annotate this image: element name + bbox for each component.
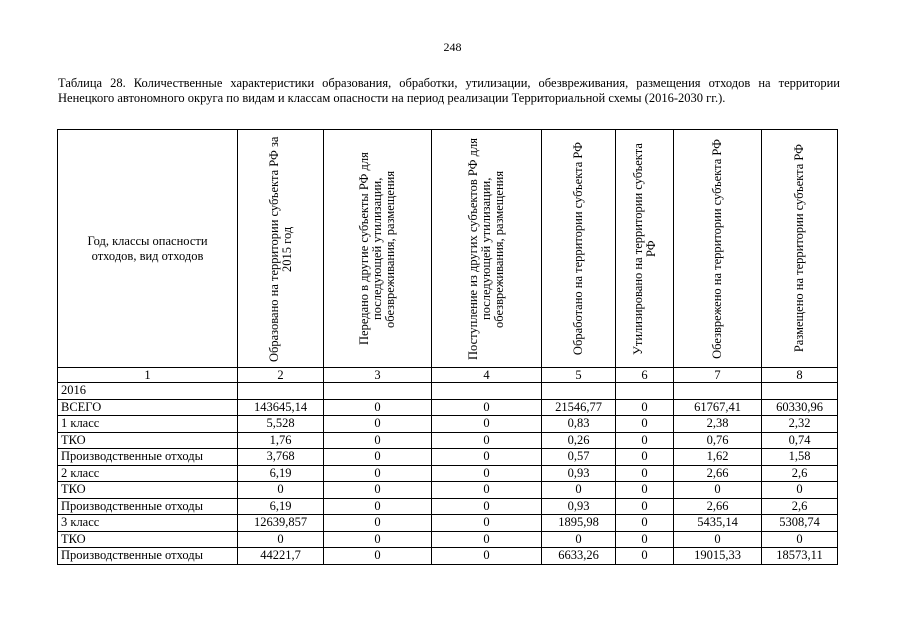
table-cell: 61767,41 (674, 399, 762, 416)
table-cell: 0 (674, 482, 762, 499)
table-row (58, 399, 838, 416)
row-label: ТКО (58, 432, 238, 449)
table-row (58, 416, 838, 433)
table-cell: 5308,74 (762, 515, 838, 532)
table-cell: 0 (324, 498, 432, 515)
table-cell: 2,66 (674, 465, 762, 482)
column-number: 7 (674, 368, 762, 383)
table-cell: 0 (324, 399, 432, 416)
row-label: Производственные отходы (58, 498, 238, 515)
column-number: 3 (324, 368, 432, 383)
table-row (58, 515, 838, 532)
table-cell: 1,58 (762, 449, 838, 466)
table-cell: 0 (324, 482, 432, 499)
row-label: 1 класс (58, 416, 238, 433)
table-cell: 0 (542, 531, 616, 548)
year-row (58, 383, 838, 400)
table-row (58, 449, 838, 466)
table-cell: 0 (432, 498, 542, 515)
table-cell: 1,62 (674, 449, 762, 466)
column-number: 5 (542, 368, 616, 383)
table-cell: 0 (616, 515, 674, 532)
table-cell: 0 (324, 416, 432, 433)
table-row (58, 482, 838, 499)
header-processed-label: Обработано на территории субъекта РФ (571, 141, 585, 356)
table-cell: 5,528 (238, 416, 324, 433)
table-cell: 0,83 (542, 416, 616, 433)
table-cell: 0 (324, 465, 432, 482)
empty-cell (238, 383, 324, 400)
empty-cell (542, 383, 616, 400)
table-cell: 1,76 (238, 432, 324, 449)
table-cell: 0 (616, 498, 674, 515)
table-caption: Таблица 28. Количественные характеристики образования, обработки, утилизации, обезвреживания, размещения отходов на территории Ненецкого автономного округа по видам и классам опасности на период реализации Территориальной схемы (2016-2030 гг.). (58, 76, 840, 105)
table-cell: 0,74 (762, 432, 838, 449)
table-cell: 2,6 (762, 465, 838, 482)
table-cell: 0 (616, 531, 674, 548)
table-row (58, 531, 838, 548)
table-cell: 0 (324, 515, 432, 532)
row-label: 3 класс (58, 515, 238, 532)
header-utilized-label: Утилизировано на территории субъекта РФ (630, 142, 658, 355)
column-number: 1 (58, 368, 238, 383)
empty-cell (762, 383, 838, 400)
header-utilized (616, 130, 674, 368)
table-cell: 5435,14 (674, 515, 762, 532)
header-received-in (432, 130, 542, 368)
table-cell: 0 (238, 482, 324, 499)
table-cell: 6,19 (238, 465, 324, 482)
table-cell: 19015,33 (674, 548, 762, 565)
table-cell: 44221,7 (238, 548, 324, 565)
header-generated-label: Образовано на территории субъекта РФ за 2015 год (266, 135, 294, 362)
table-cell: 0 (432, 482, 542, 499)
table-cell: 0 (432, 416, 542, 433)
header-row (58, 130, 838, 368)
header-placed (762, 130, 838, 368)
table-cell: 0,57 (542, 449, 616, 466)
row-label: Производственные отходы (58, 548, 238, 565)
table-cell: 0 (762, 531, 838, 548)
header-transferred-out (324, 130, 432, 368)
table-cell: 0 (432, 548, 542, 565)
table-cell: 6,19 (238, 498, 324, 515)
table-cell: 0 (616, 432, 674, 449)
header-received-in-label: Поступление из других субъектов РФ для последующей утилизации, обезвреживания, размещения (466, 137, 506, 360)
table-cell: 0 (324, 432, 432, 449)
table-row (58, 548, 838, 565)
row-label: ТКО (58, 531, 238, 548)
empty-cell (674, 383, 762, 400)
table-body (58, 399, 838, 564)
table-cell: 0 (762, 482, 838, 499)
header-generated (238, 130, 324, 368)
year-label: 2016 (58, 383, 238, 400)
row-label: ВСЕГО (58, 399, 238, 416)
column-number: 6 (616, 368, 674, 383)
table-cell: 12639,857 (238, 515, 324, 532)
table-cell: 3,768 (238, 449, 324, 466)
table-cell: 0,76 (674, 432, 762, 449)
column-number: 4 (432, 368, 542, 383)
table-row (58, 465, 838, 482)
table-cell: 18573,11 (762, 548, 838, 565)
table-cell: 0 (616, 482, 674, 499)
header-transferred-out-label: Передано в другие субъекты РФ для последующей утилизации, обезвреживания, размещения (357, 152, 397, 345)
table-cell: 143645,14 (238, 399, 324, 416)
table-cell: 2,38 (674, 416, 762, 433)
table-cell: 0 (432, 531, 542, 548)
header-placed-label: Размещено на территории субъекта РФ (792, 144, 806, 353)
header-processed (542, 130, 616, 368)
table-cell: 0 (616, 399, 674, 416)
table-cell: 0 (432, 399, 542, 416)
table-cell: 0 (616, 416, 674, 433)
table-cell: 0 (616, 548, 674, 565)
table-cell: 2,6 (762, 498, 838, 515)
column-number: 8 (762, 368, 838, 383)
table-cell: 0 (616, 465, 674, 482)
table-cell: 0,93 (542, 498, 616, 515)
table-cell: 0,93 (542, 465, 616, 482)
table-cell: 0 (432, 432, 542, 449)
table-cell: 0 (542, 482, 616, 499)
table-cell: 6633,26 (542, 548, 616, 565)
waste-table (57, 129, 838, 565)
row-label: Производственные отходы (58, 449, 238, 466)
table-row (58, 432, 838, 449)
table-cell: 0 (432, 515, 542, 532)
table-cell: 0 (324, 449, 432, 466)
page-number: 248 (443, 40, 462, 54)
table-cell: 0 (674, 531, 762, 548)
column-number-row (58, 368, 838, 383)
column-number: 2 (238, 368, 324, 383)
empty-cell (324, 383, 432, 400)
table-cell: 2,32 (762, 416, 838, 433)
header-category: Год, классы опасности отходов, вид отходов (58, 130, 238, 368)
table-row (58, 498, 838, 515)
table-cell: 0 (432, 449, 542, 466)
row-label: ТКО (58, 482, 238, 499)
table-cell: 60330,96 (762, 399, 838, 416)
empty-cell (432, 383, 542, 400)
row-label: 2 класс (58, 465, 238, 482)
table-cell: 2,66 (674, 498, 762, 515)
table-cell: 0 (616, 449, 674, 466)
empty-cell (616, 383, 674, 400)
table-cell: 0,26 (542, 432, 616, 449)
table-cell: 21546,77 (542, 399, 616, 416)
table-cell: 0 (238, 531, 324, 548)
table-cell: 0 (324, 548, 432, 565)
header-neutralized (674, 130, 762, 368)
table-cell: 0 (324, 531, 432, 548)
table-cell: 1895,98 (542, 515, 616, 532)
header-neutralized-label: Обезврежено на территории субъекта РФ (710, 138, 724, 359)
table-cell: 0 (432, 465, 542, 482)
